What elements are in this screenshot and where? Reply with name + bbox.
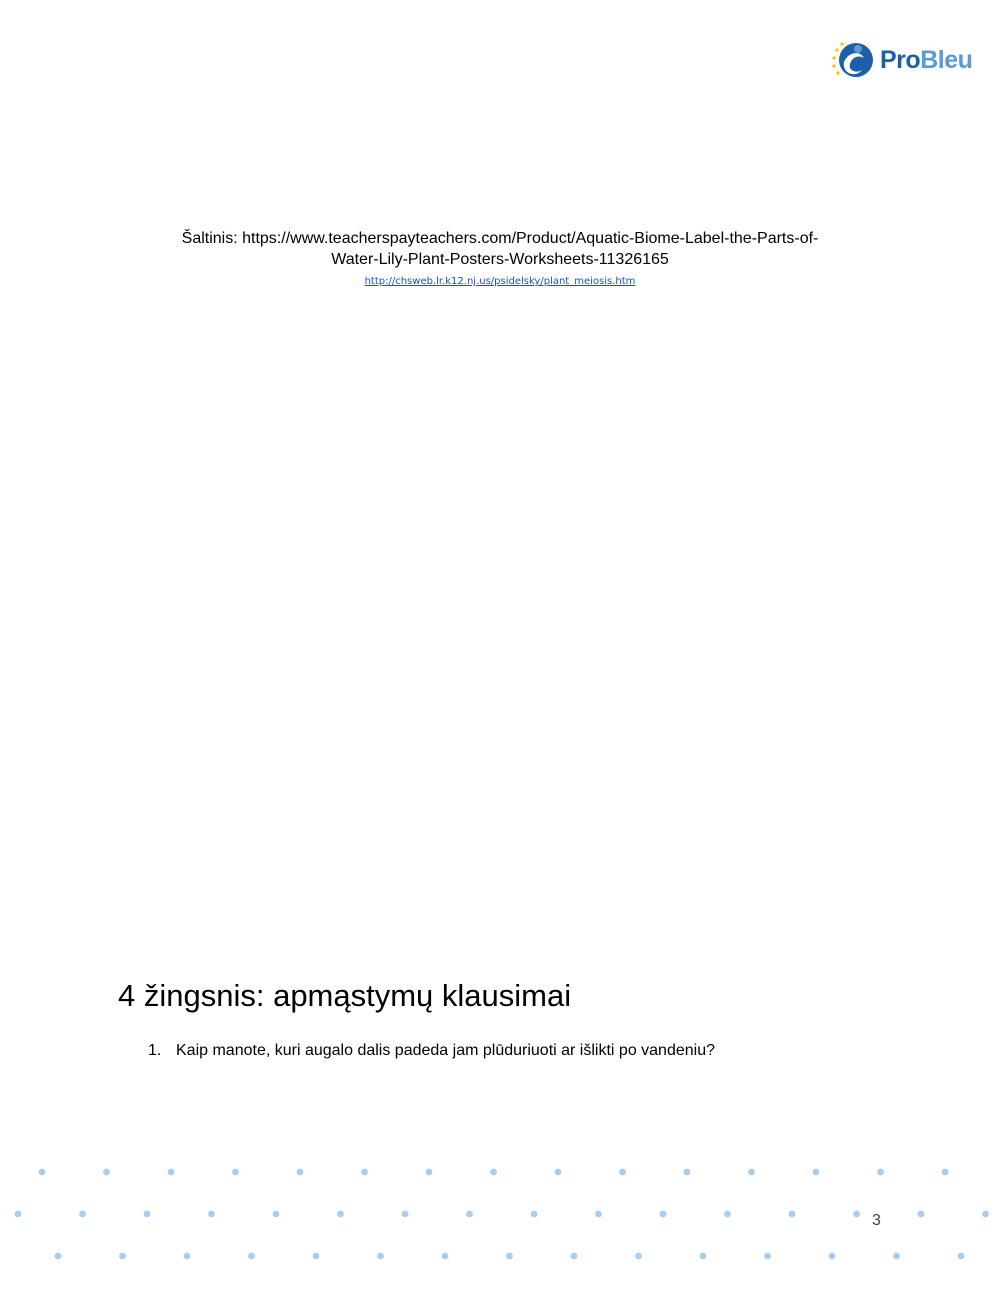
decorative-dot xyxy=(55,1253,62,1260)
decorative-dot xyxy=(660,1211,667,1218)
decorative-dot xyxy=(853,1211,860,1218)
decorative-dot xyxy=(15,1211,22,1218)
decorative-dot xyxy=(79,1211,86,1218)
decorative-dot xyxy=(829,1253,836,1260)
decorative-dot xyxy=(789,1211,796,1218)
decorative-dot xyxy=(313,1253,320,1260)
decorative-dot xyxy=(184,1253,191,1260)
question-item xyxy=(148,1042,715,1060)
probleu-logo xyxy=(830,38,980,82)
decorative-dot xyxy=(361,1169,368,1176)
brand-name xyxy=(880,46,972,75)
probleu-emblem-icon xyxy=(830,38,876,82)
decorative-dot xyxy=(958,1253,965,1260)
decorative-dot xyxy=(232,1169,239,1176)
decorative-dot xyxy=(402,1211,409,1218)
source-citation xyxy=(100,228,900,270)
question-text: Kaip manote, kuri augalo dalis padeda jam plūduriuoti ar išlikti po vandeniu? xyxy=(176,1042,715,1059)
decorative-dot xyxy=(273,1211,280,1218)
decorative-dot xyxy=(490,1169,497,1176)
decorative-dot xyxy=(442,1253,449,1260)
decorative-dot xyxy=(877,1169,884,1176)
decorative-dot xyxy=(635,1253,642,1260)
brand-name-bleu: Bleu xyxy=(920,46,973,74)
decorative-dot xyxy=(119,1253,126,1260)
decorative-dot xyxy=(942,1169,949,1176)
source-line-2: Water-Lily-Plant-Posters-Worksheets-11326165 xyxy=(331,251,669,268)
decorative-dot xyxy=(918,1211,925,1218)
decorative-dot xyxy=(595,1211,602,1218)
source-line-1: Šaltinis: https://www.teacherspayteachers.com/Product/Aquatic-Biome-Label-the-Parts-of- xyxy=(181,230,819,247)
question-number: 1. xyxy=(148,1042,162,1059)
decorative-dot xyxy=(297,1169,304,1176)
decorative-dot xyxy=(168,1169,175,1176)
decorative-dot xyxy=(724,1211,731,1218)
section-heading: 4 žingsnis: apmąstymų klausimai xyxy=(118,978,572,1013)
decorative-dot xyxy=(426,1169,433,1176)
decorative-dot xyxy=(337,1211,344,1218)
decorative-dot xyxy=(208,1211,215,1218)
decorative-dot xyxy=(684,1169,691,1176)
decorative-dot xyxy=(619,1169,626,1176)
decorative-dot xyxy=(893,1253,900,1260)
decorative-dot xyxy=(103,1169,110,1176)
page-number: 3 xyxy=(872,1212,881,1229)
source-link[interactable]: http://chsweb.lr.k12.nj.us/psidelsky/plant_meiosis.htm xyxy=(364,276,636,287)
decorative-dot xyxy=(571,1253,578,1260)
decorative-dot xyxy=(764,1253,771,1260)
decorative-dot xyxy=(506,1253,513,1260)
decorative-dot xyxy=(748,1169,755,1176)
decorative-dot xyxy=(813,1169,820,1176)
decorative-dot xyxy=(248,1253,255,1260)
decorative-dot xyxy=(531,1211,538,1218)
decorative-dot-pattern xyxy=(0,1150,1000,1270)
decorative-dot xyxy=(982,1211,989,1218)
decorative-dot xyxy=(377,1253,384,1260)
decorative-dot xyxy=(700,1253,707,1260)
brand-name-pro: Pro xyxy=(880,46,921,74)
decorative-dot xyxy=(144,1211,151,1218)
decorative-dot xyxy=(555,1169,562,1176)
decorative-dot xyxy=(466,1211,473,1218)
decorative-dot xyxy=(39,1169,46,1176)
